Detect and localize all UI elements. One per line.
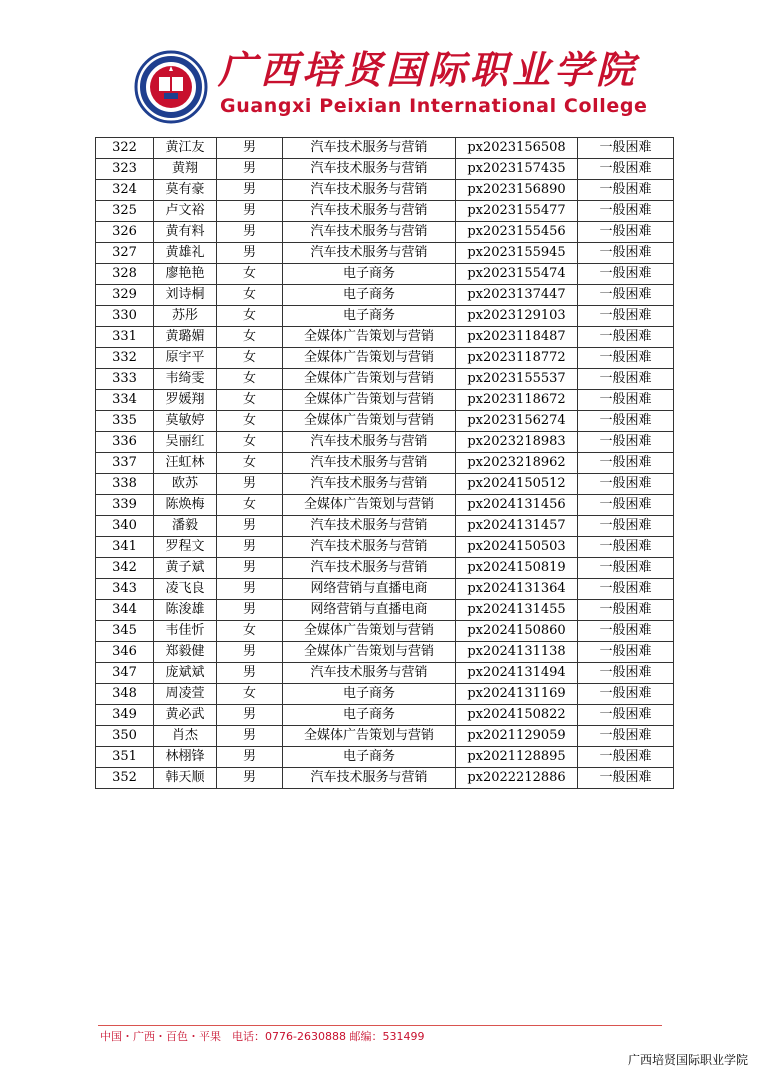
table-row: [96, 621, 674, 642]
difficulty-level: 一般困难: [578, 264, 674, 285]
student-gender: 女: [217, 348, 283, 369]
table-row: [96, 495, 674, 516]
student-name: 黄子斌: [154, 558, 217, 579]
student-id: px2021129059: [456, 726, 578, 747]
difficulty-level: 一般困难: [578, 558, 674, 579]
difficulty-level: 一般困难: [578, 474, 674, 495]
student-id: px2023118672: [456, 390, 578, 411]
difficulty-level: 一般困难: [578, 243, 674, 264]
student-major: 全媒体广告策划与营销: [283, 327, 456, 348]
row-number: 328: [96, 264, 154, 285]
table-row: [96, 180, 674, 201]
table-row: [96, 285, 674, 306]
student-name: 黄翔: [154, 159, 217, 180]
difficulty-level: 一般困难: [578, 600, 674, 621]
student-major: 全媒体广告策划与营销: [283, 411, 456, 432]
student-major: 汽车技术服务与营销: [283, 474, 456, 495]
student-roster-table: [95, 137, 674, 789]
student-name: 黄江友: [154, 138, 217, 159]
student-id: px2023156274: [456, 411, 578, 432]
student-id: px2023218962: [456, 453, 578, 474]
row-number: 326: [96, 222, 154, 243]
student-gender: 男: [217, 558, 283, 579]
student-major: 汽车技术服务与营销: [283, 159, 456, 180]
table-row: [96, 726, 674, 747]
footer-college-name: 广西培贤国际职业学院: [627, 1053, 748, 1067]
student-id: px2024131138: [456, 642, 578, 663]
row-number: 338: [96, 474, 154, 495]
row-number: 352: [96, 768, 154, 789]
student-gender: 男: [217, 705, 283, 726]
student-major: 电子商务: [283, 285, 456, 306]
row-number: 325: [96, 201, 154, 222]
student-name: 庞斌斌: [154, 663, 217, 684]
student-major: 汽车技术服务与营销: [283, 558, 456, 579]
student-major: 电子商务: [283, 306, 456, 327]
difficulty-level: 一般困难: [578, 642, 674, 663]
student-gender: 男: [217, 201, 283, 222]
row-number: 351: [96, 747, 154, 768]
row-number: 334: [96, 390, 154, 411]
table-row: [96, 684, 674, 705]
row-number: 330: [96, 306, 154, 327]
student-name: 原宇平: [154, 348, 217, 369]
student-gender: 男: [217, 222, 283, 243]
student-id: px2023155537: [456, 369, 578, 390]
row-number: 340: [96, 516, 154, 537]
student-id: px2023155474: [456, 264, 578, 285]
student-name: 周凌萱: [154, 684, 217, 705]
student-name: 苏彤: [154, 306, 217, 327]
row-number: 349: [96, 705, 154, 726]
row-number: 346: [96, 642, 154, 663]
student-name: 莫敏婷: [154, 411, 217, 432]
student-id: px2023155477: [456, 201, 578, 222]
student-gender: 男: [217, 747, 283, 768]
table-row: [96, 222, 674, 243]
student-gender: 女: [217, 327, 283, 348]
footer-divider: [98, 1025, 662, 1026]
table-row: [96, 747, 674, 768]
student-gender: 女: [217, 621, 283, 642]
difficulty-level: 一般困难: [578, 138, 674, 159]
difficulty-level: 一般困难: [578, 726, 674, 747]
row-number: 341: [96, 537, 154, 558]
student-name: 罗媛翔: [154, 390, 217, 411]
student-name: 郑毅健: [154, 642, 217, 663]
table-row: [96, 138, 674, 159]
row-number: 323: [96, 159, 154, 180]
difficulty-level: 一般困难: [578, 411, 674, 432]
student-id: px2024150512: [456, 474, 578, 495]
difficulty-level: 一般困难: [578, 180, 674, 201]
row-number: 327: [96, 243, 154, 264]
difficulty-level: 一般困难: [578, 621, 674, 642]
difficulty-level: 一般困难: [578, 537, 674, 558]
difficulty-level: 一般困难: [578, 306, 674, 327]
student-name: 汪虹林: [154, 453, 217, 474]
difficulty-level: 一般困难: [578, 432, 674, 453]
student-major: 汽车技术服务与营销: [283, 453, 456, 474]
student-gender: 女: [217, 390, 283, 411]
student-name: 刘诗桐: [154, 285, 217, 306]
student-major: 网络营销与直播电商: [283, 600, 456, 621]
row-number: 337: [96, 453, 154, 474]
student-gender: 女: [217, 684, 283, 705]
student-gender: 女: [217, 432, 283, 453]
student-gender: 男: [217, 243, 283, 264]
student-name: 潘毅: [154, 516, 217, 537]
student-major: 电子商务: [283, 747, 456, 768]
table-row: [96, 390, 674, 411]
table-row: [96, 348, 674, 369]
table-row: [96, 768, 674, 789]
student-id: px2023156890: [456, 180, 578, 201]
table-row: [96, 600, 674, 621]
row-number: 333: [96, 369, 154, 390]
difficulty-level: 一般困难: [578, 348, 674, 369]
college-name-english: Guangxi Peixian International College: [220, 95, 648, 117]
college-header: [134, 48, 654, 122]
student-major: 汽车技术服务与营销: [283, 138, 456, 159]
table-row: [96, 306, 674, 327]
table-row: [96, 411, 674, 432]
student-major: 电子商务: [283, 705, 456, 726]
student-id: px2021128895: [456, 747, 578, 768]
difficulty-level: 一般困难: [578, 453, 674, 474]
student-name: 廖艳艳: [154, 264, 217, 285]
student-name: 陈浚雄: [154, 600, 217, 621]
college-logo-icon: [134, 50, 208, 124]
student-major: 全媒体广告策划与营销: [283, 726, 456, 747]
student-gender: 男: [217, 768, 283, 789]
row-number: 324: [96, 180, 154, 201]
student-name: 陈焕梅: [154, 495, 217, 516]
student-id: px2024150822: [456, 705, 578, 726]
difficulty-level: 一般困难: [578, 747, 674, 768]
student-major: 汽车技术服务与营销: [283, 201, 456, 222]
table-row: [96, 243, 674, 264]
student-major: 汽车技术服务与营销: [283, 537, 456, 558]
student-id: px2024131169: [456, 684, 578, 705]
student-id: px2024150819: [456, 558, 578, 579]
table-row: [96, 201, 674, 222]
student-name: 欧苏: [154, 474, 217, 495]
student-name: 肖杰: [154, 726, 217, 747]
student-id: px2023118487: [456, 327, 578, 348]
student-major: 全媒体广告策划与营销: [283, 621, 456, 642]
student-id: px2024131494: [456, 663, 578, 684]
student-name: 黄必武: [154, 705, 217, 726]
table-row: [96, 159, 674, 180]
table-row: [96, 327, 674, 348]
table-row: [96, 579, 674, 600]
student-gender: 男: [217, 516, 283, 537]
student-gender: 女: [217, 285, 283, 306]
row-number: 336: [96, 432, 154, 453]
difficulty-level: 一般困难: [578, 768, 674, 789]
student-id: px2022212886: [456, 768, 578, 789]
difficulty-level: 一般困难: [578, 579, 674, 600]
student-major: 汽车技术服务与营销: [283, 432, 456, 453]
student-id: px2024131364: [456, 579, 578, 600]
student-name: 凌飞良: [154, 579, 217, 600]
student-major: 汽车技术服务与营销: [283, 222, 456, 243]
student-gender: 男: [217, 579, 283, 600]
student-id: px2023156508: [456, 138, 578, 159]
student-major: 全媒体广告策划与营销: [283, 495, 456, 516]
difficulty-level: 一般困难: [578, 159, 674, 180]
row-number: 348: [96, 684, 154, 705]
table-row: [96, 369, 674, 390]
student-id: px2024150860: [456, 621, 578, 642]
student-name: 黄雄礼: [154, 243, 217, 264]
student-gender: 女: [217, 369, 283, 390]
difficulty-level: 一般困难: [578, 663, 674, 684]
student-gender: 男: [217, 537, 283, 558]
student-id: px2024131456: [456, 495, 578, 516]
student-id: px2023137447: [456, 285, 578, 306]
table-row: [96, 663, 674, 684]
student-gender: 女: [217, 306, 283, 327]
college-name-chinese: 广西培贤国际职业学院: [218, 47, 639, 92]
student-major: 汽车技术服务与营销: [283, 516, 456, 537]
table-row: [96, 642, 674, 663]
student-id: px2024131455: [456, 600, 578, 621]
student-major: 全媒体广告策划与营销: [283, 642, 456, 663]
student-id: px2023129103: [456, 306, 578, 327]
table-row: [96, 453, 674, 474]
table-row: [96, 537, 674, 558]
table-row: [96, 516, 674, 537]
footer-contact-info: 中国・广西・百色・平果 电话：0776-2630888 邮编：531499: [100, 1030, 425, 1043]
student-id: px2023218983: [456, 432, 578, 453]
student-gender: 男: [217, 726, 283, 747]
student-major: 汽车技术服务与营销: [283, 663, 456, 684]
row-number: 322: [96, 138, 154, 159]
student-name: 韩天顺: [154, 768, 217, 789]
row-number: 335: [96, 411, 154, 432]
row-number: 344: [96, 600, 154, 621]
student-name: 韦佳忻: [154, 621, 217, 642]
row-number: 342: [96, 558, 154, 579]
row-number: 347: [96, 663, 154, 684]
row-number: 332: [96, 348, 154, 369]
student-major: 全媒体广告策划与营销: [283, 348, 456, 369]
table-row: [96, 558, 674, 579]
student-major: 全媒体广告策划与营销: [283, 369, 456, 390]
student-name: 吴丽红: [154, 432, 217, 453]
table-row: [96, 432, 674, 453]
student-name: 韦绮雯: [154, 369, 217, 390]
row-number: 350: [96, 726, 154, 747]
difficulty-level: 一般困难: [578, 390, 674, 411]
difficulty-level: 一般困难: [578, 705, 674, 726]
difficulty-level: 一般困难: [578, 285, 674, 306]
student-major: 全媒体广告策划与营销: [283, 390, 456, 411]
student-gender: 女: [217, 495, 283, 516]
row-number: 339: [96, 495, 154, 516]
student-major: 汽车技术服务与营销: [283, 243, 456, 264]
student-name: 林栩锋: [154, 747, 217, 768]
row-number: 329: [96, 285, 154, 306]
difficulty-level: 一般困难: [578, 495, 674, 516]
student-gender: 男: [217, 474, 283, 495]
student-gender: 男: [217, 663, 283, 684]
student-gender: 男: [217, 159, 283, 180]
student-major: 电子商务: [283, 684, 456, 705]
student-id: px2023155945: [456, 243, 578, 264]
row-number: 343: [96, 579, 154, 600]
student-name: 莫有豪: [154, 180, 217, 201]
difficulty-level: 一般困难: [578, 201, 674, 222]
student-name: 黄璐媚: [154, 327, 217, 348]
student-gender: 男: [217, 138, 283, 159]
student-gender: 女: [217, 411, 283, 432]
table-row: [96, 474, 674, 495]
student-gender: 男: [217, 180, 283, 201]
student-id: px2023118772: [456, 348, 578, 369]
difficulty-level: 一般困难: [578, 222, 674, 243]
table-row: [96, 264, 674, 285]
student-id: px2023157435: [456, 159, 578, 180]
student-major: 汽车技术服务与营销: [283, 180, 456, 201]
row-number: 331: [96, 327, 154, 348]
difficulty-level: 一般困难: [578, 684, 674, 705]
student-major: 网络营销与直播电商: [283, 579, 456, 600]
difficulty-level: 一般困难: [578, 516, 674, 537]
student-gender: 男: [217, 642, 283, 663]
student-gender: 男: [217, 600, 283, 621]
student-major: 电子商务: [283, 264, 456, 285]
difficulty-level: 一般困难: [578, 369, 674, 390]
student-name: 罗程文: [154, 537, 217, 558]
student-id: px2023155456: [456, 222, 578, 243]
student-id: px2024131457: [456, 516, 578, 537]
student-name: 卢文裕: [154, 201, 217, 222]
student-id: px2024150503: [456, 537, 578, 558]
student-name: 黄有料: [154, 222, 217, 243]
student-gender: 女: [217, 453, 283, 474]
table-row: [96, 705, 674, 726]
difficulty-level: 一般困难: [578, 327, 674, 348]
student-major: 汽车技术服务与营销: [283, 768, 456, 789]
row-number: 345: [96, 621, 154, 642]
student-gender: 女: [217, 264, 283, 285]
